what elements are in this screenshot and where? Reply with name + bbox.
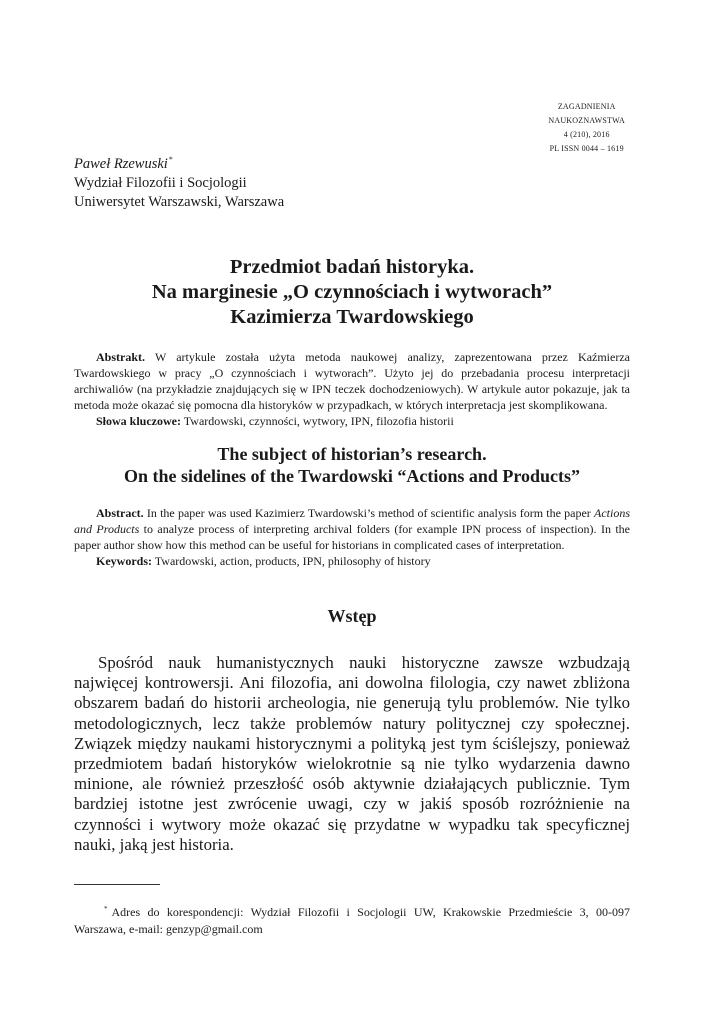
abstract-en-text-italic: Actions and Products bbox=[74, 506, 630, 536]
footnote-text: Adres do korespondencji: Wydział Filozofii i Socjologii UW, Krakowskie Przedmieście 3, 00-097 Warszawa, e-mail: genzyp@gmail.com bbox=[74, 905, 630, 936]
journal-name-line1: ZAGADNIENIA bbox=[557, 102, 616, 111]
footnote-mark: * bbox=[104, 905, 108, 913]
journal-issn: PL ISSN 0044 – 1619 bbox=[549, 144, 624, 153]
affiliation-line1: Wydział Filozofii i Socjologii bbox=[74, 175, 247, 191]
abstract-en-text-after: to analyze process of interpreting archival folders (for example IPN process of inspection). In the paper author show how this method can be useful for historians in complicated cases of interpretation. bbox=[74, 522, 630, 552]
title-pl-line3: Kazimierza Twardowskiego bbox=[230, 306, 474, 328]
abstract-polish bbox=[74, 349, 630, 429]
abstract-en-text-before: In the paper was used Kazimierz Twardowski’s method of scientific analysis form the paper bbox=[143, 506, 594, 520]
keywords-pl bbox=[74, 413, 630, 429]
section-heading: Wstęp bbox=[327, 606, 377, 626]
body-paragraph: Spośród nauk humanistycznych nauki historyczne zawsze wzbudzają najwięcej kontrowersji. Ani filozofia, ani dowolna filologia, czy nawet zbliżona obszarem badań do historii archeologia, nie generują tylu problemów. Nie tylko metodologicznych, lecz także problemów natury politycznej czy społecznej. Związek między naukami historycznymi a polityką jest tym ściślejszy, ponieważ przedmiotem badań historyków wielokrotnie są nie tylko wydarzenia dawno minione, ale również przeszłość osób aktywnie działających publicznie. Tym bardziej istotne jest zwrócenie uwagi, czy w jakiś sposób rozróżnienie na czynności i wytwory może okazać się przydatne w wypadku tak specyficznej nauki, jaką jest historia. bbox=[74, 653, 630, 854]
title-en-line1: The subject of historian’s research. bbox=[217, 444, 487, 464]
author-name: Paweł Rzewuski bbox=[74, 156, 168, 172]
abstract-english bbox=[74, 505, 630, 569]
abstract-en-paragraph bbox=[74, 505, 630, 553]
footnote bbox=[74, 901, 630, 938]
keywords-pl-text: Twardowski, czynności, wytwory, IPN, filozofia historii bbox=[181, 414, 454, 428]
title-polish bbox=[74, 255, 630, 330]
author-footnote-mark: * bbox=[168, 155, 173, 164]
journal-info bbox=[548, 100, 625, 156]
abstract-pl-text: W artykule została użyta metoda naukowej analizy, zaprezentowana przez Kaźmierza Twardowskiego w pracy „O czynnościach i wytworach”. Użyto jej do przebadania procesu interpretacji archiwaliów (na przykładzie znajdujących się w IPN teczek dochodzeniowych). W artykule autor pokazuje, jak ta metoda może okazać się pomocna dla historyków w przypadkach, w których interpretacja jest skomplikowana. bbox=[74, 350, 630, 412]
keywords-en-label: Keywords: bbox=[96, 554, 152, 568]
title-english bbox=[74, 443, 630, 487]
keywords-pl-label: Słowa kluczowe: bbox=[96, 414, 181, 428]
author-name-line bbox=[74, 150, 284, 174]
keywords-en-text: Twardowski, action, products, IPN, philosophy of history bbox=[152, 554, 431, 568]
abstract-pl-label: Abstrakt. bbox=[96, 350, 146, 364]
title-pl-line2: Na marginesie „O czynnościach i wytworach” bbox=[151, 281, 553, 303]
title-pl-line1: Przedmiot badań historyka. bbox=[229, 256, 475, 278]
keywords-en bbox=[74, 553, 630, 569]
footnote-divider bbox=[74, 884, 160, 885]
journal-name-line2: NAUKOZNAWSTWA bbox=[548, 116, 625, 125]
abstract-en-label: Abstract. bbox=[96, 506, 144, 520]
affiliation-line2: Uniwersytet Warszawski, Warszawa bbox=[74, 194, 285, 210]
author-block bbox=[74, 150, 284, 212]
title-en-line2: On the sidelines of the Twardowski “Actions and Products” bbox=[123, 466, 581, 486]
journal-issue: 4 (210), 2016 bbox=[563, 130, 610, 139]
abstract-pl-paragraph bbox=[74, 349, 630, 413]
